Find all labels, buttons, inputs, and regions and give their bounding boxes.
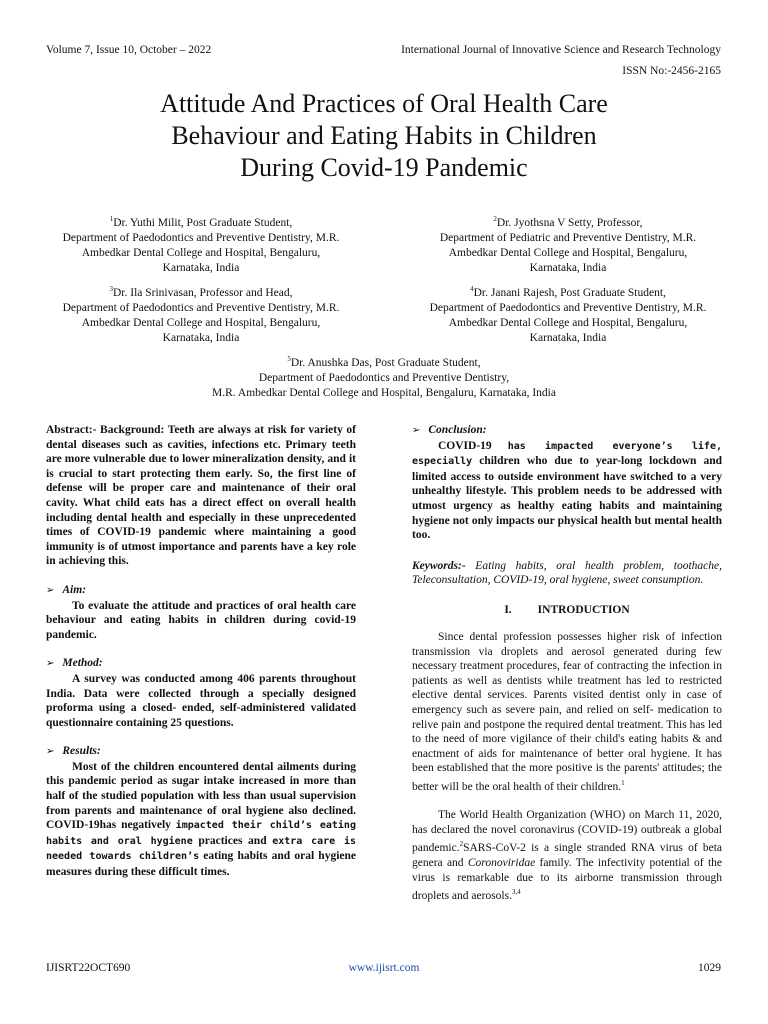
citation-ref: 3,4 — [511, 888, 521, 897]
results-heading: ➢ Results: — [46, 745, 101, 758]
author-2-dept: Department of Pediatric and Preventive Dentistry, M.R. — [439, 231, 697, 244]
introduction-heading — [412, 604, 722, 616]
bullet-arrow-icon: ➢ — [46, 658, 55, 670]
abstract-text: Abstract:- Background: Teeth are always at risk for variety of dental diseases such as cavities, infections etc. Primary teeth are more vulnerable due to lower mineralization density, and it is crucial to start protecting them early. So, the first line of defense will be proper care and maintenance of their oral cavity. What child eats has a direct effect on overall health including dental health and especially in these unprecedented times of COVID-19 pandemic where maintaining a good immunity is of utmost importance and parents have a key role in achieving this. — [46, 424, 356, 568]
author-2-number: 2 — [493, 215, 497, 223]
author-1-college: Ambedkar Dental College and Hospital, Bengaluru, — [81, 246, 321, 259]
author-4 — [403, 282, 733, 346]
paper-code: IJISRT22OCT690 — [46, 962, 131, 974]
issn: ISSN No:-2456-2165 — [622, 65, 721, 77]
method-text: A survey was conducted among 406 parents throughout India. Data were collected through a specially designed proforma using a closed- ended, self-administered validated questionnaire containing 25 questions. — [46, 672, 356, 729]
title-line-2: Behaviour and Eating Habits in Children — [171, 121, 597, 150]
author-4-college: Ambedkar Dental College and Hospital, Bengaluru, — [448, 316, 688, 329]
website-link[interactable]: www.ijisrt.com — [348, 962, 420, 974]
author-3-college: Ambedkar Dental College and Hospital, Bengaluru, — [81, 316, 321, 329]
author-5-affiliation: M.R. Ambedkar Dental College and Hospital, Bengaluru, Karnataka, India — [212, 386, 556, 399]
author-1-location: Karnataka, India — [162, 261, 240, 274]
page-number: 1029 — [698, 962, 721, 974]
aim-heading: ➢ Aim: — [46, 583, 87, 596]
author-5-number: 5 — [287, 355, 291, 363]
bullet-arrow-icon: ➢ — [46, 584, 55, 596]
intro-paragraph-1: Since dental profession possesses higher risk of infection transmission via droplets and aerosol generated during few necessary treatment procedures, fear of contracting the infection in patients as well as dentists while treatment has led to restricted elective dental services. Parents visited dentist only in case of emergency such as severe pain, and relied on self- medication to relive pain and postpone the required dental treatment. This has led to the need of more vigilance of their child's eating habits & and enactment of aids for maintenance of better oral hygiene. It has been established that the more positive is the parents' attitudes; the better will be the oral health of their children.$^1$ — [412, 630, 722, 793]
author-2-name: Dr. Jyothsna V Setty, Professor, — [496, 216, 643, 229]
citation-ref: 2 — [459, 840, 464, 849]
author-1 — [36, 212, 366, 276]
author-1-name: Dr. Yuthi Milit, Post Graduate Student, — [113, 216, 293, 229]
journal-name: International Journal of Innovative Science and Research Technology — [401, 44, 721, 56]
author-3-dept: Department of Paedodontics and Preventive Dentistry, M.R. — [62, 301, 340, 314]
author-4-location: Karnataka, India — [529, 331, 607, 344]
conclusion-text: COVID-19 has impacted everyone’s life, especially children who due to year-long lockdown and limited access to outside environment have switched to a very unhealthy lifestyle. This problem needs to be addressed with utmost urgency as healthy eating habits and maintaining hygiene not only impacts our physical health but mental health too. — [412, 439, 722, 542]
author-5 — [104, 352, 664, 401]
keywords-list: Eating habits, oral health problem, toothache, Teleconsultation, COVID-19, oral hygiene, sweet consumption. — [412, 559, 722, 587]
author-3-location: Karnataka, India — [162, 331, 240, 344]
volume-issue: Volume 7, Issue 10, October – 2022 — [46, 44, 212, 56]
author-2-location: Karnataka, India — [529, 261, 607, 274]
author-2 — [403, 212, 733, 276]
paper-title — [60, 88, 708, 184]
aim-text: To evaluate the attitude and practices of oral health care behaviour and eating habits in children during covid-19 pandemic. — [46, 599, 356, 641]
method-heading: ➢ Method: — [46, 657, 103, 670]
author-4-dept: Department of Paedodontics and Preventive Dentistry, M.R. — [429, 301, 707, 314]
bullet-arrow-icon: ➢ — [412, 425, 421, 436]
author-2-college: Ambedkar Dental College and Hospital, Bengaluru, — [448, 246, 688, 259]
section-number: I. — [504, 603, 512, 616]
bullet-arrow-icon: ➢ — [46, 746, 55, 758]
author-1-dept: Department of Paedodontics and Preventive Dentistry, M.R. — [62, 231, 340, 244]
citation-ref: 1 — [621, 778, 625, 787]
left-column — [46, 423, 356, 880]
section-title: INTRODUCTION — [537, 603, 630, 616]
results-text: Most of the children encountered dental ailments during this pandemic period as sugar intake increased in more than half of the studied population with less than usual supervision from parents and maintenance of oral hygiene also declined. COVID-19has negatively impacted their child’s eating habits and oral hygiene practices and extra care is needed towards children’s eating habits and oral hygiene measures during these difficult times. — [46, 760, 356, 879]
author-3-name: Dr. Ila Srinivasan, Professor and Head, — [113, 286, 293, 299]
intro-paragraph-2: The World Health Organization (WHO) on March 11, 2020, has declared the novel coronavirus (COVID-19) outbreak a global pandemic.$^2$SARS-CoV-2 is a single stranded RNA virus of beta genera and Coronoviridae family. The infectivity potential of the virus is remarkable due to its airborne transmission through droplets and aerosols.$^{3,4}$ — [412, 809, 722, 902]
author-5-name: Dr. Anushka Das, Post Graduate Student, — [290, 356, 481, 369]
right-column — [412, 423, 722, 904]
keywords-label: Keywords:- — [412, 559, 466, 572]
author-4-name: Dr. Janani Rajesh, Post Graduate Student, — [473, 286, 666, 299]
author-3-number: 3 — [109, 285, 113, 293]
conclusion-heading: ➢ Conclusion: — [412, 424, 487, 436]
author-3 — [36, 282, 366, 346]
title-line-3: During Covid-19 Pandemic — [240, 153, 528, 182]
author-1-number: 1 — [109, 215, 114, 223]
keywords — [412, 559, 722, 588]
title-line-1: Attitude And Practices of Oral Health Care — [160, 89, 608, 118]
author-5-dept: Department of Paedodontics and Preventive Dentistry, — [258, 371, 510, 384]
author-4-number: 4 — [470, 285, 474, 293]
